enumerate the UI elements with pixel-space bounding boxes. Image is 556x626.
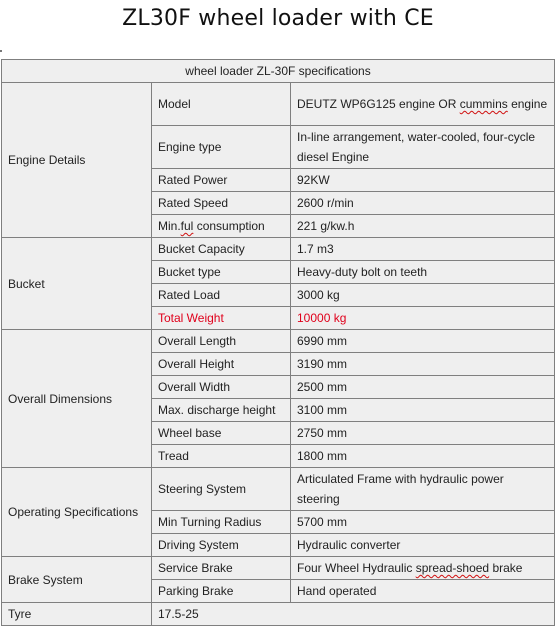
table-row <box>2 603 555 626</box>
row-label: Wheel base <box>152 422 291 445</box>
row-value: DEUTZ WP6G125 engine OR cummins engine <box>291 83 555 126</box>
row-label: Steering System <box>152 468 291 511</box>
section-operating-specifications: Operating Specifications <box>2 468 152 557</box>
row-value-tyre: 17.5-25 <box>152 603 555 626</box>
row-value: 2750 mm <box>291 422 555 445</box>
row-value: Articulated Frame with hydraulic power steering <box>291 468 555 511</box>
table-row <box>2 83 555 126</box>
bullet-dot <box>0 50 2 52</box>
table-row <box>2 330 555 353</box>
row-label: Engine type <box>152 126 291 169</box>
row-value-total-weight: 10000 kg <box>291 307 555 330</box>
row-label: Rated Speed <box>152 192 291 215</box>
row-value: Four Wheel Hydraulic spread-shoed brake <box>291 557 555 580</box>
row-label: Model <box>152 83 291 126</box>
table-row <box>2 557 555 580</box>
section-bucket: Bucket <box>2 238 152 330</box>
section-overall-dimensions: Overall Dimensions <box>2 330 152 468</box>
row-value: 1800 mm <box>291 445 555 468</box>
table-row <box>2 468 555 511</box>
specifications-table <box>1 59 555 626</box>
row-label: Overall Width <box>152 376 291 399</box>
row-label: Rated Power <box>152 169 291 192</box>
row-label: Service Brake <box>152 557 291 580</box>
table-row <box>2 238 555 261</box>
row-label: Tread <box>152 445 291 468</box>
row-value: 6990 mm <box>291 330 555 353</box>
page-title: ZL30F wheel loader with CE <box>122 6 434 31</box>
row-label-total-weight: Total Weight <box>152 307 291 330</box>
section-engine-details: Engine Details <box>2 83 152 238</box>
row-value: 3190 mm <box>291 353 555 376</box>
table-caption-row <box>2 60 555 83</box>
row-value: 5700 mm <box>291 511 555 534</box>
row-label: Driving System <box>152 534 291 557</box>
row-value: 3000 kg <box>291 284 555 307</box>
row-label: Parking Brake <box>152 580 291 603</box>
row-value: 2600 r/min <box>291 192 555 215</box>
row-value: 1.7 m3 <box>291 238 555 261</box>
table-caption: wheel loader ZL-30F specifications <box>2 60 555 83</box>
row-label: Min.ful consumption <box>152 215 291 238</box>
section-brake-system: Brake System <box>2 557 152 603</box>
row-label: Rated Load <box>152 284 291 307</box>
row-value: 221 g/kw.h <box>291 215 555 238</box>
row-label: Min Turning Radius <box>152 511 291 534</box>
row-value: 2500 mm <box>291 376 555 399</box>
row-value: Hydraulic converter <box>291 534 555 557</box>
row-label: Bucket type <box>152 261 291 284</box>
row-value: 3100 mm <box>291 399 555 422</box>
row-label: Max. discharge height <box>152 399 291 422</box>
row-value: 92KW <box>291 169 555 192</box>
row-value: In-line arrangement, water-cooled, four-cycle diesel Engine <box>291 126 555 169</box>
row-value: Hand operated <box>291 580 555 603</box>
row-value: Heavy-duty bolt on teeth <box>291 261 555 284</box>
row-label: Bucket Capacity <box>152 238 291 261</box>
row-label: Overall Height <box>152 353 291 376</box>
section-tyre: Tyre <box>2 603 152 626</box>
row-label: Overall Length <box>152 330 291 353</box>
